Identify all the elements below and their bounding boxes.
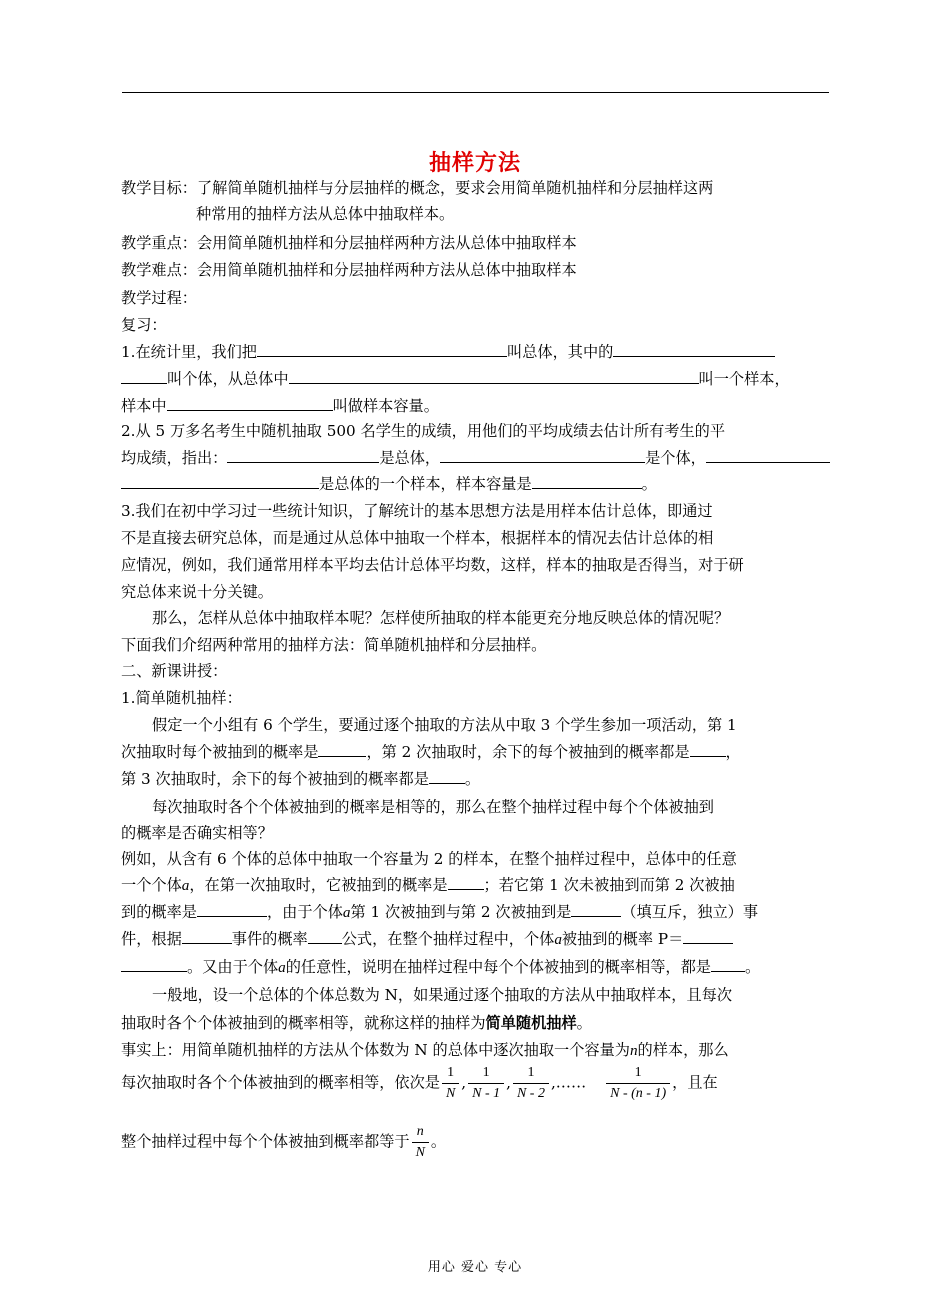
blank[interactable] bbox=[121, 473, 319, 489]
fraction: $\frac{1}{N - (n - 1)}$ bbox=[606, 1063, 670, 1104]
blank[interactable] bbox=[711, 956, 745, 972]
p5-line2: 每次抽取时各个个体被抽到的概率相等，依次是 $\frac{1}{N}$ , $\frac{1}{N - 1}$ , $\frac{1}{N - 2}$ ,…… $\frac{1}{N - (n - 1)}$ ，且在 bbox=[121, 1063, 718, 1104]
blank[interactable] bbox=[440, 447, 645, 463]
blank[interactable] bbox=[257, 341, 507, 357]
fraction: $\frac{1}{N}$ bbox=[442, 1063, 459, 1104]
blank[interactable] bbox=[706, 447, 830, 463]
p1-line2: 次抽取时每个被抽到的概率是 ，第 2 次抽取时，余下的每个被抽到的概率都是 ， bbox=[121, 743, 741, 761]
q3-line3: 应情况，例如，我们通常用样本平均去估计总体平均数，这样，样本的抽取是否得当，对于研 bbox=[121, 556, 744, 574]
q1-line3: 样本中 叫做样本容量。 bbox=[121, 397, 439, 415]
q2-line1: 2.从 5 万多名考生中随机抽取 500 名学生的成绩，用他们的平均成绩去估计所有考生的平 bbox=[121, 422, 726, 440]
p4-line2: 抽取时各个个体被抽到的概率相等，就称这样的抽样为简单随机抽样。 bbox=[121, 1014, 592, 1032]
fraction: $\frac{1}{N - 2}$ bbox=[513, 1063, 549, 1104]
p3-line3: 到的概率是 ，由于个体a第 1 次被抽到与第 2 次被抽到是 （填互斥，独立）事 bbox=[121, 903, 759, 921]
q3-line2: 不是直接去研究总体，而是通过从总体中抽取一个样本，根据样本的情况去估计总体的相 bbox=[121, 529, 714, 547]
p1-line1: 假定一个小组有 6 个学生，要通过逐个抽取的方法从中取 3 个学生参加一项活动，第 1 bbox=[152, 716, 737, 734]
blank[interactable] bbox=[532, 473, 642, 489]
header-rule bbox=[122, 92, 829, 93]
p3-line4: 件，根据 事件的概率 公式，在整个抽样过程中，个体a被抽到的概率 P＝ bbox=[121, 928, 733, 951]
page-title: 抽样方法 bbox=[428, 151, 521, 176]
q2-line2: 均成绩，指出： 是总体， 是个体， bbox=[121, 447, 830, 469]
key-point: 教学重点：会用简单随机抽样和分层抽样两种方法从总体中抽取样本 bbox=[121, 234, 577, 252]
p2-line1: 每次抽取时各个个体被抽到的概率是相等的，那么在整个抽样过程中每个个体被抽到 bbox=[152, 798, 714, 816]
blank[interactable] bbox=[289, 368, 699, 384]
blank[interactable] bbox=[318, 741, 366, 757]
blank[interactable] bbox=[571, 901, 621, 917]
q1-line1: 1.在统计里，我们把 叫总体，其中的 bbox=[121, 341, 775, 363]
fraction: $\frac{n}{N}$ bbox=[412, 1122, 429, 1163]
p1-line3: 第 3 次抽取时，余下的每个被抽到的概率都是 。 bbox=[121, 770, 481, 788]
blank[interactable] bbox=[429, 768, 465, 784]
q2-line3: 是总体的一个样本，样本容量是 。 bbox=[121, 473, 657, 495]
blank[interactable] bbox=[167, 395, 333, 411]
term-simple-random-sampling: 简单随机抽样 bbox=[485, 1014, 577, 1032]
p2-line2: 的概率是否确实相等？ bbox=[121, 824, 273, 842]
review-heading: 复习： bbox=[121, 316, 167, 334]
p3-line1: 例如，从含有 6 个体的总体中抽取一个容量为 2 的样本，在整个抽样过程中，总体中的任意 bbox=[121, 850, 737, 868]
page-footer: 用心 爱心 专心 bbox=[427, 1260, 523, 1275]
blank[interactable] bbox=[197, 901, 267, 917]
p3-line5: 。又由于个体a的任意性，说明在抽样过程中每个个体被抽到的概率相等，都是 。 bbox=[121, 956, 760, 979]
intro-line2: 下面我们介绍两种常用的抽样方法：简单随机抽样和分层抽样。 bbox=[121, 636, 547, 654]
blank[interactable] bbox=[448, 874, 484, 890]
difficult-point: 教学难点：会用简单随机抽样和分层抽样两种方法从总体中抽取样本 bbox=[121, 261, 577, 279]
blank[interactable] bbox=[683, 928, 733, 944]
blank[interactable] bbox=[613, 341, 775, 357]
process-heading: 教学过程： bbox=[121, 289, 197, 307]
section2-heading: 二、新课讲授： bbox=[121, 662, 228, 680]
blank[interactable] bbox=[121, 368, 167, 384]
blank[interactable] bbox=[121, 956, 187, 972]
blank[interactable] bbox=[182, 928, 232, 944]
sub1-heading: 1.简单随机抽样： bbox=[121, 689, 242, 707]
p3-line2: 一个个体a，在第一次抽取时，它被抽到的概率是 ；若它第 1 次未被抽到而第 2 次被抽 bbox=[121, 876, 735, 894]
blank[interactable] bbox=[308, 928, 342, 944]
p4-line1: 一般地，设一个总体的个体总数为 N，如果通过逐个抽取的方法从中抽取样本，且每次 bbox=[152, 986, 733, 1004]
blank[interactable] bbox=[690, 741, 726, 757]
q1-line2: 叫个体，从总体中 叫一个样本， bbox=[121, 368, 790, 390]
objective-line2: 种常用的抽样方法从总体中抽取样本。 bbox=[196, 205, 455, 223]
q3-line4: 究总体来说十分关键。 bbox=[121, 583, 273, 601]
q3-line1: 3.我们在初中学习过一些统计知识，了解统计的基本思想方法是用样本估计总体，即通过 bbox=[121, 502, 713, 520]
blank[interactable] bbox=[227, 447, 379, 463]
fraction: $\frac{1}{N - 1}$ bbox=[468, 1063, 504, 1104]
intro-line1: 那么，怎样从总体中抽取样本呢？怎样使所抽取的样本能更充分地反映总体的情况呢？ bbox=[152, 609, 730, 627]
p5-line3: 整个抽样过程中每个个体被抽到概率都等于 $\frac{n}{N}$ 。 bbox=[121, 1122, 446, 1163]
p5-line1: 事实上：用简单随机抽样的方法从个体数为 N 的总体中逐次抽取一个容量为n的样本，那么 bbox=[121, 1041, 729, 1059]
objective-line1: 教学目标：了解简单随机抽样与分层抽样的概念，要求会用简单随机抽样和分层抽样这两 bbox=[121, 179, 714, 197]
